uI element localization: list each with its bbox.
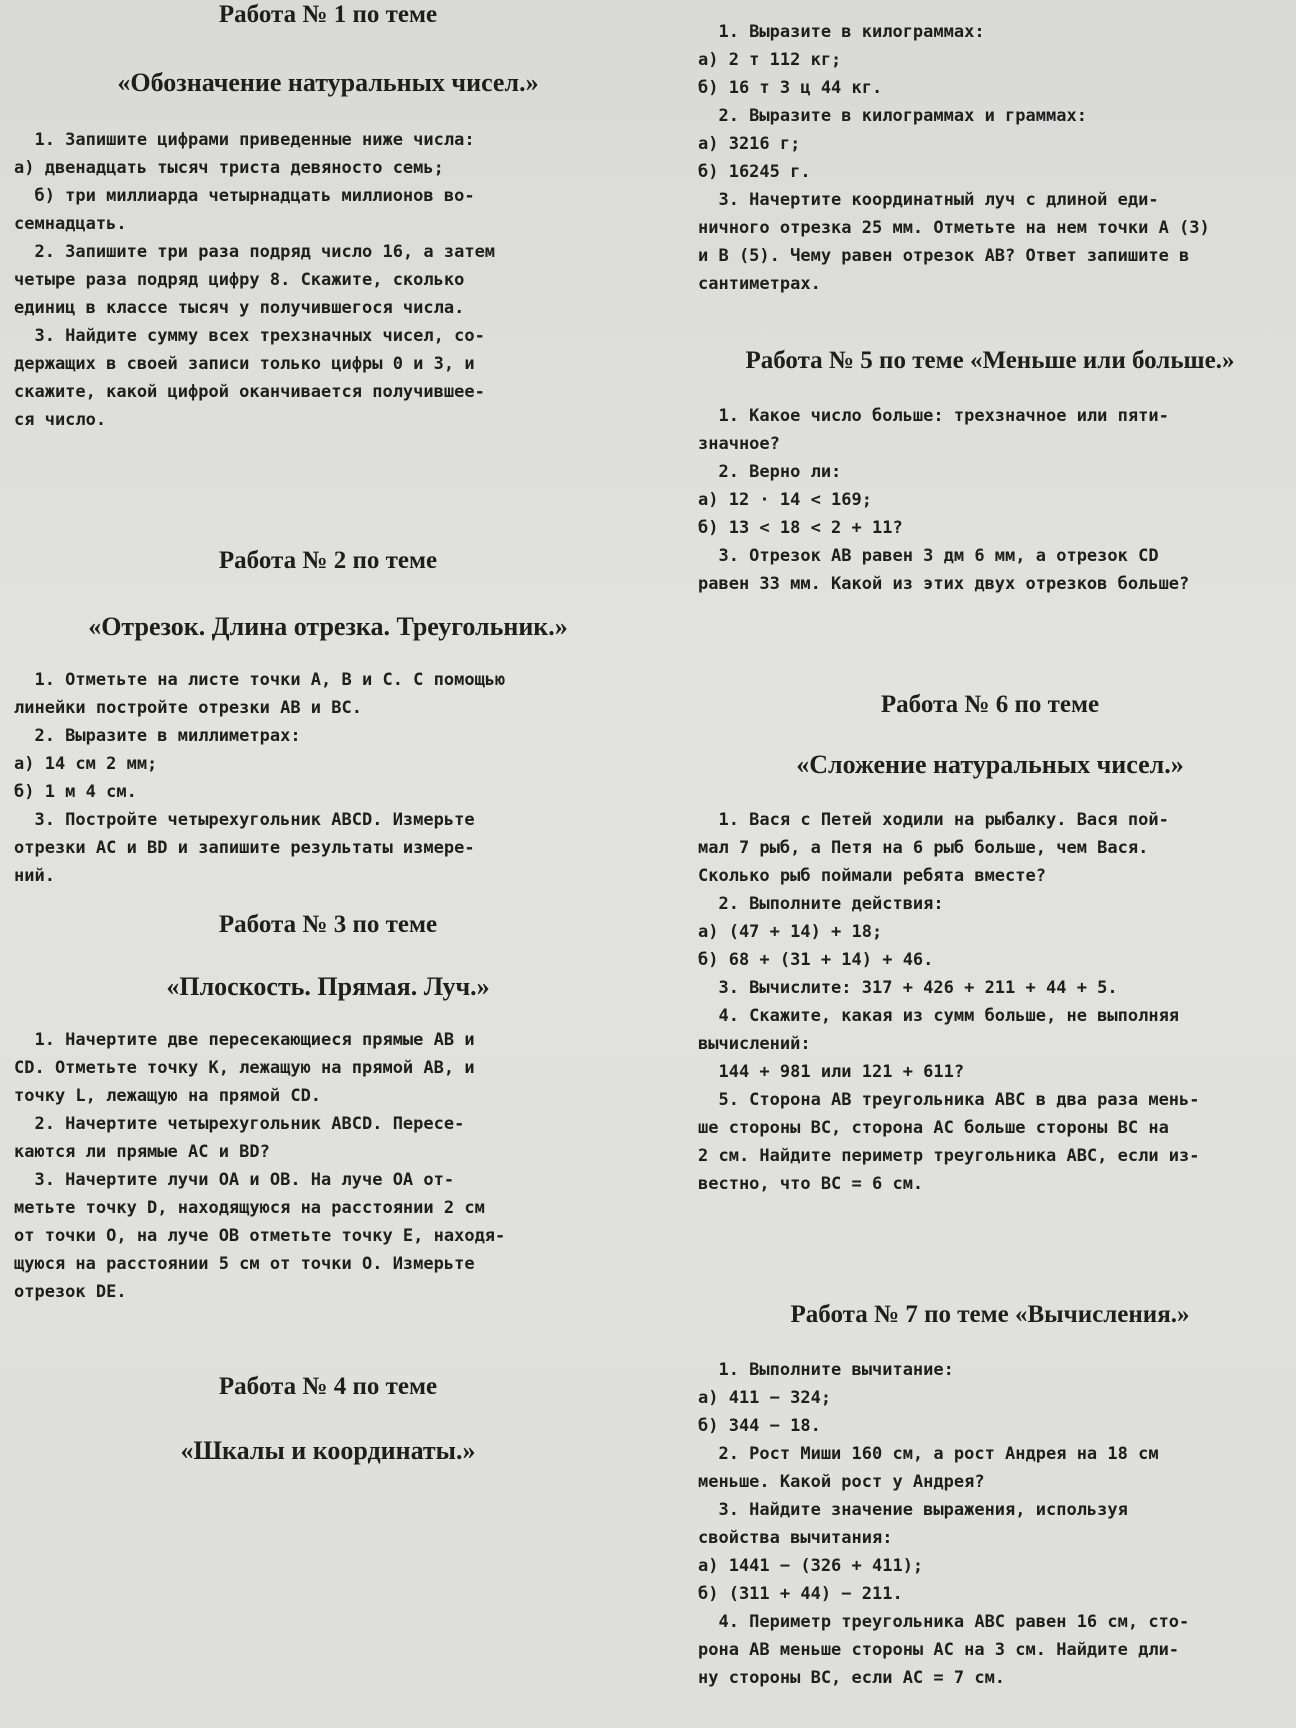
- task-line: значное?: [698, 434, 780, 454]
- task-line: точку L, лежащую на прямой CD.: [14, 1086, 322, 1106]
- task-line: CD. Отметьте точку K, лежащую на прямой AB, и: [14, 1058, 475, 1078]
- task-line: держащих в своей записи только цифры 0 и 3, и: [14, 354, 475, 374]
- task-line: 3. Найдите сумму всех трехзначных чисел, со-: [14, 326, 485, 346]
- work7-tasks: [698, 1356, 1282, 1692]
- work3-tasks: [14, 1026, 642, 1306]
- task-line: равен 33 мм. Какой из этих двух отрезков больше?: [698, 574, 1190, 594]
- task-line: 3. Постройте четырехугольник ABCD. Измерьте: [14, 810, 475, 830]
- task-line: ну стороны BC, если AC = 7 см.: [698, 1668, 1006, 1688]
- task-line: 3. Отрезок AB равен 3 дм 6 мм, а отрезок CD: [698, 546, 1159, 566]
- work5-title: Работа № 5 по теме «Меньше или больше.»: [745, 347, 1235, 374]
- task-line: 3. Найдите значение выражения, используя: [698, 1500, 1128, 1520]
- task-line: 4. Периметр треугольника ABC равен 16 см, сто-: [698, 1612, 1190, 1632]
- task-line: ся число.: [14, 410, 107, 430]
- task-line: 144 + 981 или 121 + 611?: [698, 1062, 965, 1082]
- task-line: 1. Какое число больше: трехзначное или пяти-: [698, 406, 1169, 426]
- task-line: скажите, какой цифрой оканчивается получившее-: [14, 382, 485, 402]
- task-line: 3. Начертите координатный луч с длиной еди-: [698, 190, 1159, 210]
- task-line: 3. Начертите лучи OA и OB. На луче OA от-: [14, 1170, 455, 1190]
- work7-title: Работа № 7 по теме «Вычисления.»: [790, 1301, 1190, 1328]
- work4-topic: «Шкалы и координаты.»: [180, 1436, 476, 1465]
- work6-title: Работа № 6 по теме: [880, 691, 1100, 718]
- work6-tasks: [698, 806, 1282, 1198]
- task-line: мал 7 рыб, а Петя на 6 рыб больше, чем Вася.: [698, 838, 1149, 858]
- task-line: 1. Отметьте на листе точки A, B и C. С помощью: [14, 670, 506, 690]
- work1-title: Работа № 1 по теме: [218, 1, 438, 28]
- task-line: а) двенадцать тысяч триста девяносто семь;: [14, 158, 444, 178]
- task-line: а) 14 см 2 мм;: [14, 754, 158, 774]
- task-line: 1. Выполните вычитание:: [698, 1360, 954, 1380]
- task-line: 2. Выполните действия:: [698, 894, 944, 914]
- task-line: отрезок DE.: [14, 1282, 127, 1302]
- work3-title: Работа № 3 по теме: [218, 911, 438, 938]
- task-line: отрезки AC и BD и запишите результаты измере-: [14, 838, 475, 858]
- task-line: и B (5). Чему равен отрезок AB? Ответ запишите в: [698, 246, 1190, 266]
- work5-tasks: [698, 402, 1282, 598]
- task-line: меньше. Какой рост у Андрея?: [698, 1472, 985, 1492]
- task-line: рона AB меньше стороны AC на 3 см. Найдите дли-: [698, 1640, 1180, 1660]
- task-line: б) 16 т 3 ц 44 кг.: [698, 78, 883, 98]
- task-line: б) три миллиарда четырнадцать миллионов во-: [14, 186, 475, 206]
- task-line: 1. Выразите в килограммах:: [698, 22, 985, 42]
- task-line: 1. Запишите цифрами приведенные ниже числа:: [14, 130, 475, 150]
- work2-topic: «Отрезок. Длина отрезка. Треугольник.»: [88, 612, 568, 641]
- task-line: линейки постройте отрезки AB и BC.: [14, 698, 362, 718]
- task-line: б) 13 < 18 < 2 + 11?: [698, 518, 903, 538]
- work2-tasks: [14, 666, 642, 890]
- task-line: 5. Сторона AB треугольника ABC в два раза мень-: [698, 1090, 1200, 1110]
- task-line: 2. Выразите в миллиметрах:: [14, 726, 301, 746]
- task-line: каются ли прямые AC и BD?: [14, 1142, 270, 1162]
- task-line: 2. Запишите три раза подряд число 16, а затем: [14, 242, 496, 262]
- task-line: ше стороны BC, сторона AC больше стороны BC на: [698, 1118, 1169, 1138]
- task-line: 1. Начертите две пересекающиеся прямые AB и: [14, 1030, 475, 1050]
- task-line: б) 16245 г.: [698, 162, 811, 182]
- work1-tasks: [14, 126, 642, 434]
- work2-title: Работа № 2 по теме: [218, 547, 438, 574]
- task-line: а) 411 − 324;: [698, 1388, 832, 1408]
- work4-title: Работа № 4 по теме: [218, 1373, 438, 1400]
- task-line: 2. Верно ли:: [698, 462, 842, 482]
- task-line: щуюся на расстоянии 5 см от точки O. Измерьте: [14, 1254, 475, 1274]
- task-line: вычислений:: [698, 1034, 811, 1054]
- task-line: а) 2 т 112 кг;: [698, 50, 842, 70]
- task-line: а) (47 + 14) + 18;: [698, 922, 883, 942]
- work1-topic: «Обозначение натуральных чисел.»: [117, 68, 539, 97]
- task-line: ничного отрезка 25 мм. Отметьте на нем точки A (3): [698, 218, 1210, 238]
- task-line: единиц в классе тысяч у получившегося числа.: [14, 298, 465, 318]
- task-line: 2 см. Найдите периметр треугольника ABC, если из-: [698, 1146, 1200, 1166]
- task-line: а) 12 · 14 < 169;: [698, 490, 872, 510]
- task-line: б) 68 + (31 + 14) + 46.: [698, 950, 934, 970]
- task-line: 1. Вася с Петей ходили на рыбалку. Вася пой-: [698, 810, 1169, 830]
- task-line: семнадцать.: [14, 214, 127, 234]
- task-line: вестно, что BC = 6 см.: [698, 1174, 924, 1194]
- task-line: а) 1441 − (326 + 411);: [698, 1556, 924, 1576]
- work3-topic: «Плоскость. Прямая. Луч.»: [166, 972, 490, 1001]
- task-line: ний.: [14, 866, 55, 886]
- task-line: 4. Скажите, какая из сумм больше, не выполняя: [698, 1006, 1180, 1026]
- task-line: Сколько рыб поймали ребята вместе?: [698, 866, 1046, 886]
- work4-tasks: [698, 18, 1282, 298]
- task-line: 2. Начертите четырехугольник ABCD. Пересе-: [14, 1114, 465, 1134]
- task-line: метьте точку D, находящуюся на расстоянии 2 см: [14, 1198, 485, 1218]
- task-line: 2. Рост Миши 160 см, а рост Андрея на 18 см: [698, 1444, 1159, 1464]
- task-line: 2. Выразите в килограммах и граммах:: [698, 106, 1087, 126]
- task-line: от точки O, на луче OB отметьте точку E, находя-: [14, 1226, 506, 1246]
- task-line: 3. Вычислите: 317 + 426 + 211 + 44 + 5.: [698, 978, 1118, 998]
- task-line: б) 344 − 18.: [698, 1416, 821, 1436]
- work6-topic: «Сложение натуральных чисел.»: [796, 750, 1184, 779]
- task-line: а) 3216 г;: [698, 134, 801, 154]
- task-line: четыре раза подряд цифру 8. Скажите, сколько: [14, 270, 465, 290]
- task-line: свойства вычитания:: [698, 1528, 893, 1548]
- task-line: сантиметрах.: [698, 274, 821, 294]
- task-line: б) 1 м 4 см.: [14, 782, 137, 802]
- task-line: б) (311 + 44) − 211.: [698, 1584, 903, 1604]
